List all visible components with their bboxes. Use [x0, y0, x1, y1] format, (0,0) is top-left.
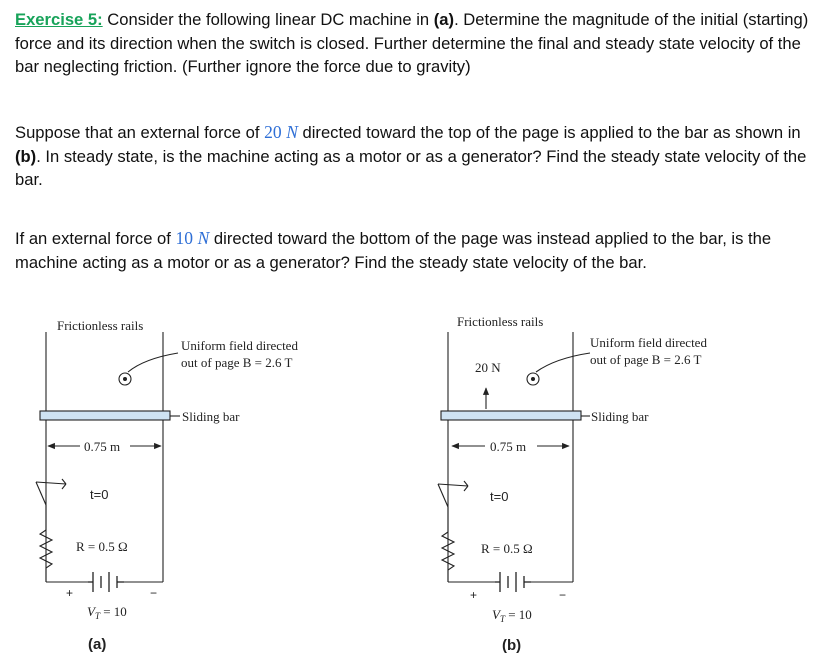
voltage-label-b: $V_T = 10$ [492, 607, 532, 624]
p2-text-1: Suppose that an external force of [15, 123, 265, 142]
sliding-bar-a [40, 411, 170, 420]
switch-label-b: t=0 [490, 489, 509, 504]
sliding-bar-b [441, 411, 581, 420]
length-label-a: 0.75 m [84, 439, 121, 454]
p3-text-2: directed toward the bottom of the page was instead applied to the bar, is the machine acting as a motor or as a generator? Find the steady state velocity of the bar. [15, 229, 772, 272]
field-label-a-line2: out of page B = 2.6 T [181, 355, 293, 370]
battery-symbol-a [88, 572, 124, 592]
caption-b: (b) [502, 637, 522, 654]
force-label-b: 20 N [475, 360, 501, 375]
plus-sign-a: + [66, 586, 74, 600]
battery-symbol-b [495, 572, 531, 592]
plus-sign-b: + [470, 588, 478, 602]
bar-label-b: Sliding bar [591, 409, 649, 424]
p2-text-3: . In steady state, is the machine acting as a motor or as a generator? Find the steady state velocity of the bar. [15, 146, 807, 189]
field-label-a-line1: Uniform field directed [181, 338, 298, 353]
resistor-symbol-b [442, 532, 454, 582]
minus-sign-a: − [150, 586, 158, 600]
p2-text-2: directed toward the top of the page is applied to the bar as shown in [297, 123, 801, 142]
switch-symbol-b [438, 481, 468, 532]
resistance-label-b: R = 0.5 Ω [481, 541, 533, 556]
field-leader-a [128, 353, 178, 372]
bar-label-a: Sliding bar [182, 409, 240, 424]
caption-a: (a) [88, 636, 107, 653]
ref-a: (a) [433, 10, 455, 29]
field-leader-b [536, 353, 590, 372]
ref-b: (b) [15, 146, 37, 166]
p3-force-value: 10 [175, 228, 193, 248]
p2-force-unit: N [286, 122, 298, 142]
switch-label-a: t=0 [90, 487, 109, 502]
p3-text-1: If an external force of [15, 229, 176, 248]
length-label-b: 0.75 m [490, 439, 527, 454]
p1-text-2: . Determine the magnitude of the initial (starting) force and its direction when the switch is closed. Further determine the final and steady state velocity of the bar neglecting friction. (Further ignore the force due to gravity) [15, 10, 809, 76]
field-label-b-line1: Uniform field directed [590, 335, 707, 350]
resistance-label-a: R = 0.5 Ω [76, 539, 128, 554]
exercise-title: Exercise 5: [15, 10, 103, 29]
p2-force-value: 20 [264, 122, 282, 142]
voltage-label-a: $V_T = 10$ [87, 604, 127, 621]
p1-text-1: Consider the following linear DC machine in [102, 10, 434, 29]
figure-b-labels [457, 314, 707, 654]
field-label-b-line2: out of page B = 2.6 T [590, 352, 702, 367]
p3-force-unit: N [197, 228, 210, 248]
minus-sign-b: − [559, 588, 567, 602]
figure-a-labels [57, 318, 298, 653]
rails-label-a: Frictionless rails [57, 318, 144, 333]
rails-label-b: Frictionless rails [457, 314, 544, 329]
switch-symbol-a [36, 479, 66, 530]
